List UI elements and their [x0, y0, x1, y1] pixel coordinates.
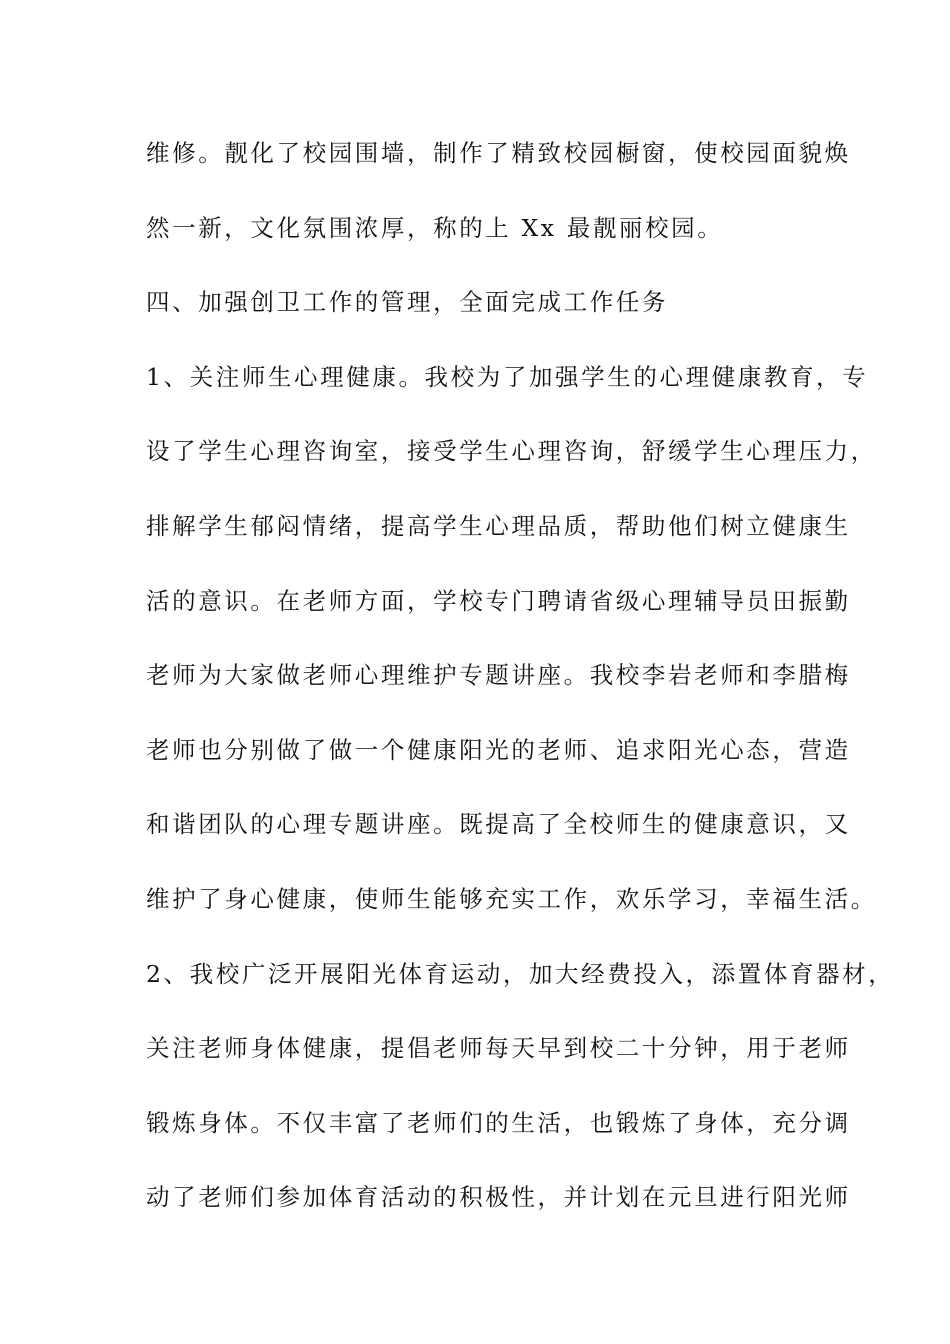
text-line: 排解学生郁闷情绪，提高学生心理品质，帮助他们树立健康生 [146, 511, 851, 540]
text-line: 维护了身心健康，使师生能够充实工作，欢乐学习，幸福生活。 [146, 884, 877, 913]
section-heading: 四、加强创卫工作的管理，全面完成工作任务 [146, 288, 668, 317]
text-line: 设了学生心理咨询室，接受学生心理咨询，舒缓学生心理压力， [146, 437, 877, 466]
text-line: 老师为大家做老师心理维护专题讲座。我校李岩老师和李腊梅 [146, 661, 851, 690]
text-line: 动了老师们参加体育活动的积极性，并计划在元旦进行阳光师 [146, 1183, 851, 1212]
text-line: 维修。靓化了校园围墙，制作了精致校园橱窗，使校园面貌焕 [146, 139, 851, 167]
body-text [146, 128, 895, 1247]
text-line: 1、关注师生心理健康。我校为了加强学生的心理健康教育，专 [146, 362, 869, 391]
text-line: 老师也分别做了做一个健康阳光的老师、追求阳光心态，营造 [146, 735, 851, 764]
text-line: 活的意识。在老师方面，学校专门聘请省级心理辅导员田振勤 [146, 586, 851, 615]
text-line: 关注老师身体健康，提倡老师每天早到校二十分钟，用于老师 [146, 1034, 851, 1063]
text-line: 锻炼身体。不仅丰富了老师们的生活，也锻炼了身体，充分调 [146, 1108, 851, 1137]
text-line: 2、我校广泛开展阳光体育运动，加大经费投入，添置体育器材， [146, 959, 895, 988]
text-line: 然一新，文化氛围浓厚，称的上 Xx 最靓丽校园。 [146, 213, 724, 242]
text-line: 和谐团队的心理专题讲座。既提高了全校师生的健康意识，又 [146, 810, 851, 839]
